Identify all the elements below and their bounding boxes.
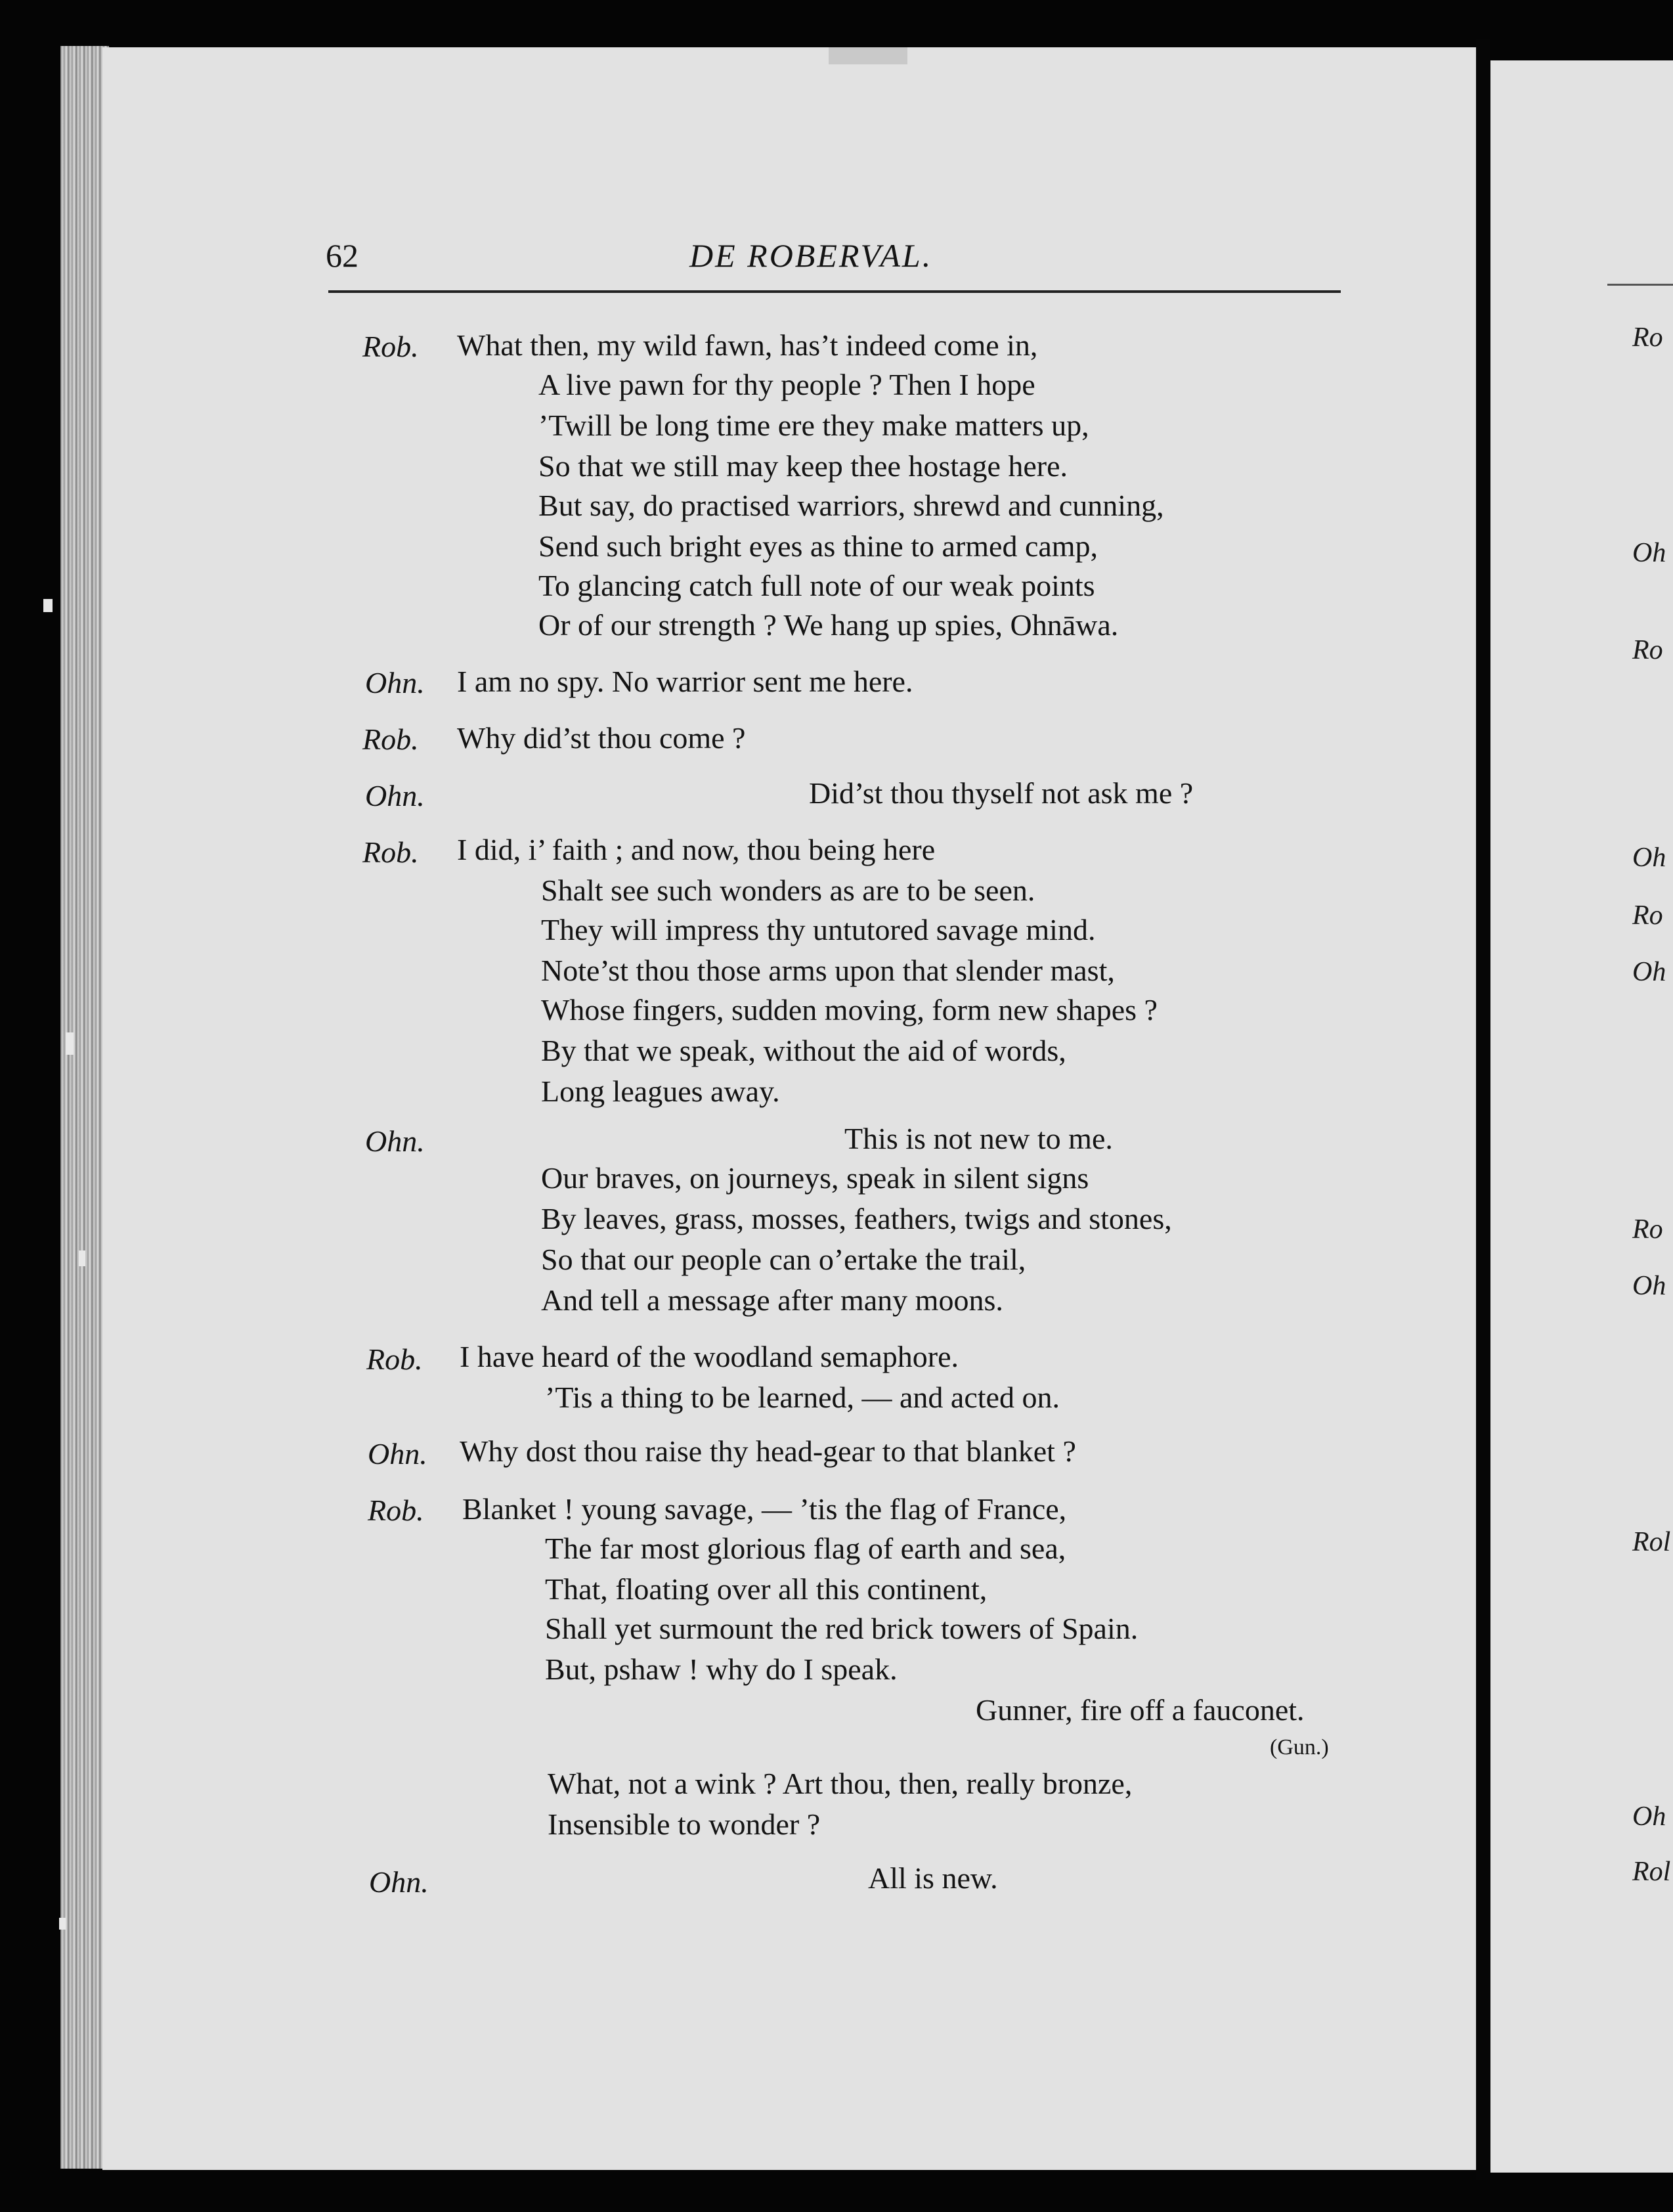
scan-speck — [66, 1032, 74, 1055]
verse-line: But, pshaw ! why do I speak. — [545, 1652, 898, 1686]
verse-line: Send such bright eyes as thine to armed camp, — [538, 529, 1098, 563]
verse-line: By that we speak, without the aid of words, — [541, 1034, 1066, 1067]
facing-speaker: Ro — [1632, 900, 1663, 931]
speaker-label: Ohn. — [368, 1437, 427, 1471]
verse-line: By leaves, grass, mosses, feathers, twigs and stones, — [541, 1202, 1172, 1235]
facing-speaker: Oh — [1632, 957, 1666, 987]
verse-line: Note’st thou those arms upon that slender mast, — [541, 954, 1115, 987]
facing-speaker: Oh — [1632, 538, 1666, 568]
verse-line: This is not new to me. — [844, 1122, 1113, 1155]
verse-line: Shalt see such wonders as are to be seen. — [541, 874, 1035, 907]
scan-speck — [43, 599, 53, 612]
verse-line: So that our people can o’ertake the trail, — [541, 1243, 1026, 1276]
speaker-label: Rob. — [368, 1493, 424, 1527]
verse-line: What, not a wink ? Art thou, then, really bronze, — [548, 1767, 1133, 1800]
verse-line: Insensible to wonder ? — [548, 1807, 821, 1841]
speaker-label: Rob. — [366, 1342, 423, 1376]
verse-line: Long leagues away. — [541, 1074, 780, 1108]
facing-speaker: Oh — [1632, 843, 1666, 873]
speaker-label: Ohn. — [365, 666, 425, 699]
verse-line: A live pawn for thy people ? Then I hope — [538, 368, 1035, 401]
page-edges — [60, 46, 109, 2169]
header-rule — [328, 290, 1341, 293]
verse-line: Did’st thou thyself not ask me ? — [809, 776, 1194, 810]
facing-speaker: Oh — [1632, 1271, 1666, 1301]
verse-line: And tell a message after many moons. — [541, 1283, 1003, 1317]
scan-speck — [59, 1918, 66, 1930]
facing-speaker: Ro — [1632, 1214, 1663, 1245]
verse-line: Why dost thou raise thy head-gear to that blanket ? — [460, 1434, 1076, 1468]
verse-line: Or of our strength ? We hang up spies, Ohnāwa. — [538, 608, 1119, 642]
facing-speaker: Ro — [1632, 322, 1663, 353]
scan-speck — [79, 1250, 85, 1266]
facing-speaker: Rol — [1632, 1527, 1671, 1557]
speaker-label: Ohn. — [365, 779, 425, 812]
verse-line: Blanket ! young savage, — ’tis the flag of France, — [462, 1492, 1067, 1526]
facing-page-rule — [1607, 284, 1673, 286]
verse-line: ’Tis a thing to be learned, — and acted on. — [545, 1381, 1060, 1414]
verse-line: So that we still may keep thee hostage here. — [538, 449, 1068, 483]
running-head: DE ROBERVAL. — [689, 237, 933, 274]
page-number: 62 — [326, 237, 358, 274]
verse-line: I have heard of the woodland semaphore. — [460, 1340, 959, 1373]
verse-line: I did, i’ faith ; and now, thou being here — [457, 833, 936, 866]
verse-line: Our braves, on journeys, speak in silent signs — [541, 1161, 1089, 1195]
verse-line: The far most glorious flag of earth and sea, — [545, 1532, 1066, 1565]
speaker-label: Rob. — [362, 722, 419, 756]
page-notch — [829, 47, 907, 64]
verse-line: Why did’st thou come ? — [457, 721, 746, 755]
book-page — [102, 47, 1476, 2170]
speaker-label: Ohn. — [365, 1124, 425, 1158]
book-gutter — [1476, 39, 1490, 2180]
verse-line: Gunner, fire off a fauconet. — [976, 1693, 1305, 1727]
verse-line: ’Twill be long time ere they make matters up, — [538, 409, 1089, 442]
speaker-label: Rob. — [362, 835, 419, 869]
facing-speaker: Rol — [1632, 1857, 1671, 1887]
facing-speaker: Ro — [1632, 635, 1663, 665]
verse-line: What then, my wild fawn, has’t indeed come in, — [457, 328, 1038, 362]
verse-line: Shall yet surmount the red brick towers of Spain. — [545, 1612, 1139, 1645]
speaker-label: Rob. — [362, 330, 419, 363]
verse-line: To glancing catch full note of our weak points — [538, 569, 1095, 602]
speaker-label: Ohn. — [369, 1865, 429, 1899]
verse-line: Whose fingers, sudden moving, form new shapes ? — [541, 993, 1158, 1027]
verse-line: They will impress thy untutored savage mind. — [541, 913, 1096, 946]
facing-speaker: Oh — [1632, 1802, 1666, 1832]
verse-line: I am no spy. No warrior sent me here. — [457, 665, 913, 698]
verse-line: But say, do practised warriors, shrewd and cunning, — [538, 489, 1164, 522]
verse-line: That, floating over all this continent, — [545, 1572, 988, 1606]
stage-direction: (Gun.) — [1270, 1735, 1329, 1759]
verse-line: All is new. — [868, 1861, 998, 1895]
